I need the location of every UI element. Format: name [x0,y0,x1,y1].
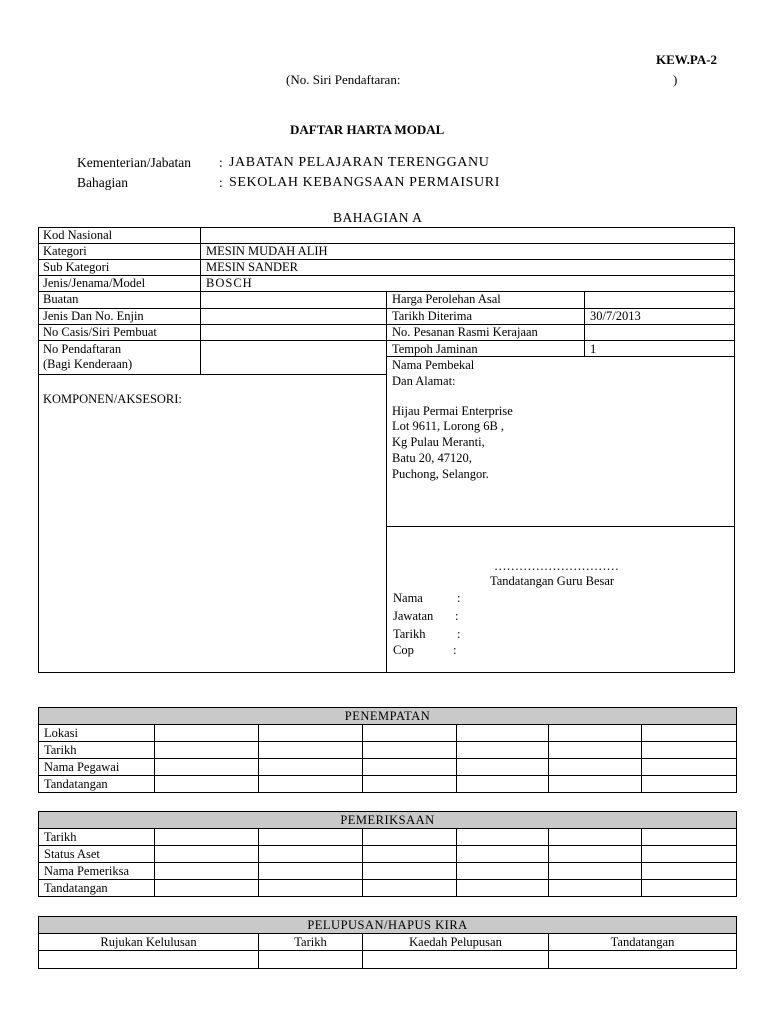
pelupusan-header: PELUPUSAN/HAPUS KIRA [39,917,737,934]
jenis-label: Jenis/Jenama/Model [43,276,146,290]
signature-label: Tandatangan Guru Besar [490,574,615,588]
ministry-label: Kementerian/Jabatan [77,155,191,170]
table-cell[interactable] [457,829,549,846]
no-casis-label: No Casis/Siri Pembuat [43,325,157,339]
table-row [39,863,737,880]
pemeriksaan-table [38,811,737,897]
tempoh-label: Tempoh Jaminan [392,342,478,356]
table-cell[interactable] [259,742,363,759]
table-cell[interactable] [259,951,363,969]
table-cell[interactable] [259,863,363,880]
column-header: Tarikh [259,934,363,951]
table-cell[interactable] [549,742,642,759]
table-cell[interactable] [642,829,737,846]
table-cell[interactable] [642,742,737,759]
table-cell[interactable] [457,846,549,863]
supplier-line: Kg Pulau Meranti, [392,435,485,449]
sign-tarikh-label: Tarikh [393,627,426,641]
table-row [39,934,737,951]
row-label: Lokasi [39,725,155,742]
supplier-line: Batu 20, 47120, [392,451,472,465]
ministry-colon: : [219,155,223,170]
divider [38,243,735,244]
tarikh-diterima-label: Tarikh Diterima [392,309,472,323]
column-header: Tandatangan [549,934,737,951]
table-cell[interactable] [363,829,457,846]
table-cell[interactable] [457,742,549,759]
table-row [39,951,737,969]
divider [38,374,386,375]
row-label: Nama Pegawai [39,759,155,776]
supplier-label-2: Dan Alamat: [392,374,456,388]
table-cell[interactable] [363,880,457,897]
sign-jawatan-label: Jawatan [393,609,434,623]
kategori-value: MESIN MUDAH ALIH [206,244,328,258]
table-row [39,829,737,846]
no-pendaftaran-label: No Pendaftaran [43,342,122,356]
row-label: Tarikh [39,829,155,846]
table-cell[interactable] [549,725,642,742]
pemeriksaan-header: PEMERIKSAAN [39,812,737,829]
table-cell[interactable] [259,776,363,793]
table-cell[interactable] [549,880,642,897]
table-cell[interactable] [155,776,259,793]
divider [38,259,735,260]
table-cell[interactable] [155,725,259,742]
divider [386,356,735,357]
table-cell[interactable] [259,880,363,897]
table-row [39,742,737,759]
page-title: DAFTAR HARTA MODAL [290,122,445,137]
table-cell[interactable] [549,829,642,846]
row-label: Tandatangan [39,880,155,897]
table-cell[interactable] [642,725,737,742]
supplier-line: Hijau Permai Enterprise [392,404,513,418]
table-cell[interactable] [642,863,737,880]
no-pesanan-label: No. Pesanan Rasmi Kerajaan [392,325,538,339]
divider [386,526,735,527]
sign-cop-label: Cop [393,643,414,657]
supplier-label-1: Nama Pembekal [392,358,475,372]
supplier-line: Lot 9611, Lorong 6B , [392,419,505,433]
table-row [39,846,737,863]
table-cell[interactable] [155,759,259,776]
section-label: Bahagian [77,175,128,190]
bagi-kenderaan-label: (Bagi Kenderaan) [43,357,133,371]
tempoh-value: 1 [590,342,597,356]
signature-dots: ………………………… [494,559,619,573]
sub-kategori-label: Sub Kategori [43,260,110,274]
sub-kategori-value: MESIN SANDER [206,260,299,274]
table-cell[interactable] [363,846,457,863]
table-cell[interactable] [363,951,549,969]
form-code: KEW.PA-2 [656,52,718,67]
table-cell[interactable] [155,742,259,759]
jenis-enjin-label: Jenis Dan No. Enjin [43,309,144,323]
table-cell[interactable] [457,880,549,897]
penempatan-table [38,707,737,793]
sign-jawatan-colon: : [455,609,459,623]
table-cell[interactable] [363,863,457,880]
pelupusan-table [38,916,737,969]
ministry-value: JABATAN PELAJARAN TERENGGANU [229,155,490,170]
table-row [39,776,737,793]
table-cell[interactable] [259,725,363,742]
tarikh-diterima-value: 30/7/2013 [590,309,641,323]
harga-label: Harga Perolehan Asal [392,292,501,306]
komponen-label: KOMPONEN/AKSESORI: [43,392,182,406]
buatan-label: Buatan [43,292,79,306]
table-cell[interactable] [642,880,737,897]
registration-label: (No. Siri Pendaftaran: [286,72,401,87]
table-cell[interactable] [155,863,259,880]
table-cell[interactable] [155,846,259,863]
supplier-line: Puchong, Selangor. [392,467,489,481]
section-a-form [38,227,735,673]
table-cell[interactable] [39,951,259,969]
table-cell[interactable] [457,776,549,793]
table-cell[interactable] [549,951,737,969]
divider [386,291,387,673]
divider [584,291,585,356]
kod-nasional-label: Kod Nasional [43,228,113,242]
table-cell[interactable] [457,863,549,880]
sign-nama-colon: : [457,591,461,605]
divider [200,227,201,374]
table-cell[interactable] [642,776,737,793]
table-cell[interactable] [549,759,642,776]
table-cell[interactable] [259,759,363,776]
table-cell[interactable] [259,846,363,863]
table-cell[interactable] [155,880,259,897]
sign-cop-colon: : [453,643,457,657]
table-cell[interactable] [642,846,737,863]
table-cell[interactable] [549,776,642,793]
penempatan-header: PENEMPATAN [39,708,737,725]
sign-nama-label: Nama [393,591,423,605]
table-cell[interactable] [549,846,642,863]
row-label: Tarikh [39,742,155,759]
column-header: Rujukan Kelulusan [39,934,259,951]
table-row [39,725,737,742]
registration-close: ) [673,72,678,87]
table-cell[interactable] [363,776,457,793]
table-cell[interactable] [363,759,457,776]
row-label: Nama Pemeriksa [39,863,155,880]
table-row [39,759,737,776]
row-label: Tandatangan [39,776,155,793]
table-cell[interactable] [363,742,457,759]
table-cell[interactable] [457,759,549,776]
table-cell[interactable] [363,725,457,742]
table-cell[interactable] [549,863,642,880]
row-label: Status Aset [39,846,155,863]
table-cell[interactable] [155,829,259,846]
section-colon: : [219,175,223,190]
table-cell[interactable] [457,725,549,742]
jenis-value: BOSCH [206,276,253,290]
table-cell[interactable] [259,829,363,846]
column-header: Kaedah Pelupusan [363,934,549,951]
kategori-label: Kategori [43,244,87,258]
section-a-title: BAHAGIAN A [333,210,423,225]
table-row [39,880,737,897]
section-value: SEKOLAH KEBANGSAAN PERMAISURI [229,175,500,190]
sign-tarikh-colon: : [457,627,461,641]
table-cell[interactable] [642,759,737,776]
